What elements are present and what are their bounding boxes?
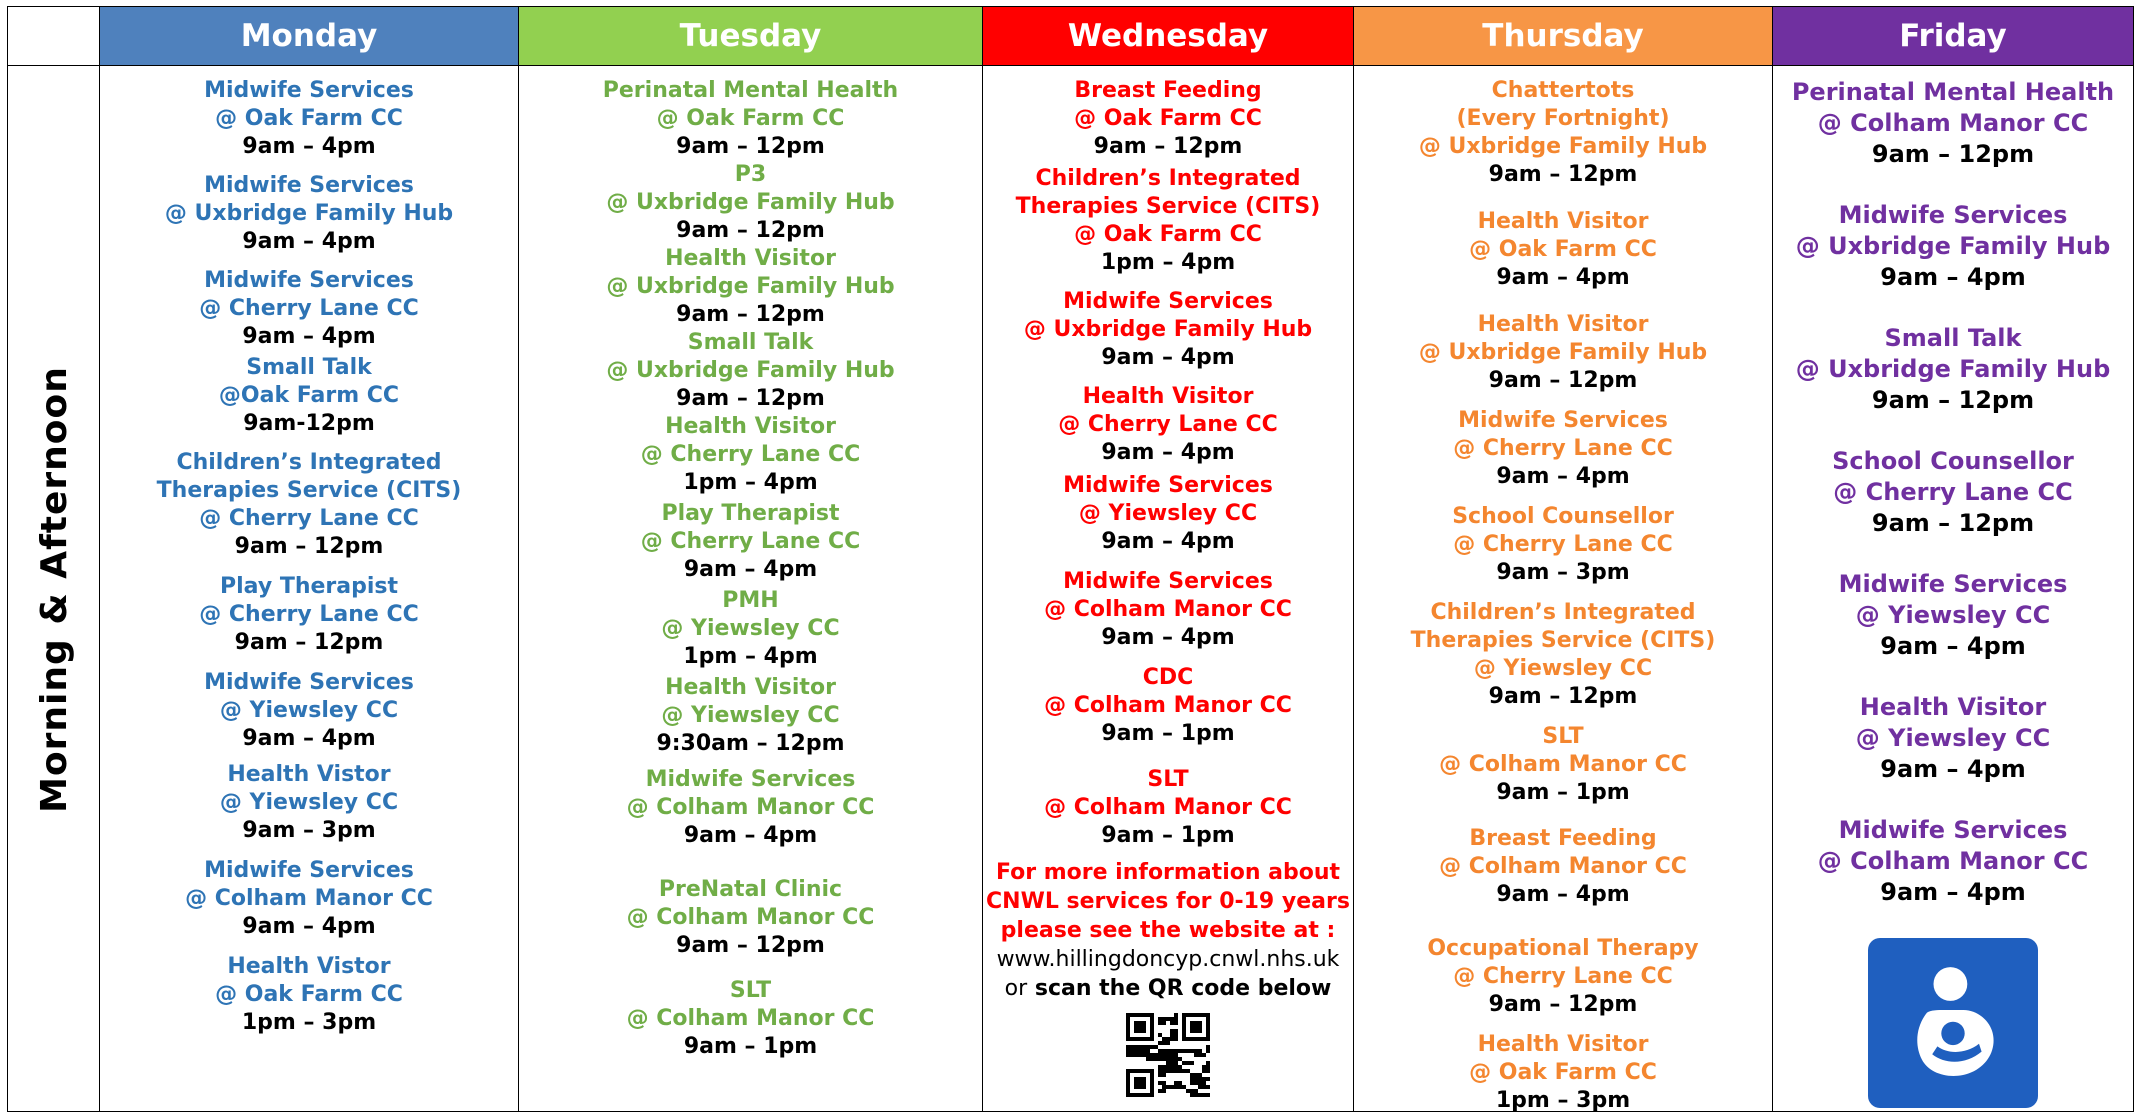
service-time: 9am – 4pm bbox=[683, 823, 818, 848]
service-time: 9am – 12pm bbox=[1488, 368, 1638, 393]
list-item bbox=[983, 472, 1353, 556]
list-item bbox=[519, 413, 982, 497]
service-time: 9am – 12pm bbox=[1093, 134, 1243, 159]
service-name: PreNatal Clinic bbox=[658, 877, 843, 902]
service-time: 9am – 4pm bbox=[1880, 263, 2026, 291]
list-item bbox=[519, 977, 982, 1061]
service-name: Health Visitor bbox=[665, 246, 836, 271]
service-name: Health Visitor bbox=[665, 414, 836, 439]
service-time: 9am – 12pm bbox=[234, 534, 384, 559]
list-item bbox=[1773, 692, 2133, 785]
monday-column bbox=[100, 69, 518, 1037]
service-time: 9am – 4pm bbox=[1101, 345, 1235, 370]
list-item bbox=[1354, 599, 1772, 711]
service-time: 9am – 4pm bbox=[242, 324, 376, 349]
service-name: Midwife Services bbox=[1063, 289, 1273, 314]
service-name: Children’s Integrated bbox=[1430, 600, 1696, 625]
list-item bbox=[1354, 77, 1772, 189]
service-time: 9am – 1pm bbox=[1101, 721, 1235, 746]
list-item bbox=[983, 77, 1353, 161]
qr-code-icon bbox=[1126, 1013, 1210, 1097]
service-name: Health Visitor bbox=[1477, 209, 1649, 234]
service-name: Midwife Services bbox=[1458, 408, 1668, 433]
service-location: @Oak Farm CC bbox=[218, 383, 400, 408]
list-item bbox=[100, 857, 518, 941]
wednesday-column bbox=[983, 69, 1353, 1097]
service-location: @ Cherry Lane CC bbox=[640, 442, 861, 467]
list-item bbox=[100, 761, 518, 845]
service-location: @ Colham Manor CC bbox=[626, 905, 875, 930]
service-location: @ Uxbridge Family Hub bbox=[1023, 317, 1313, 342]
list-item bbox=[519, 77, 982, 161]
service-location: @ Yiewsley CC bbox=[1855, 724, 2051, 752]
service-time: 9am – 4pm bbox=[242, 134, 376, 159]
service-name: Small Talk bbox=[687, 330, 814, 355]
service-location: @ Uxbridge Family Hub bbox=[1795, 232, 2111, 260]
list-item bbox=[519, 766, 982, 850]
service-time: 9am – 4pm bbox=[1880, 632, 2026, 660]
service-location: @ Colham Manor CC bbox=[185, 886, 433, 911]
service-location: @ Colham Manor CC bbox=[1044, 693, 1292, 718]
service-time: 9am – 4pm bbox=[242, 726, 376, 751]
service-time: 9am – 12pm bbox=[1488, 162, 1638, 187]
website-link[interactable]: www.hillingdoncyp.cnwl.nhs.uk bbox=[996, 947, 1340, 972]
service-location: @ Oak Farm CC bbox=[1074, 106, 1262, 131]
qr-code-graphic bbox=[1126, 1013, 1210, 1097]
service-time: 1pm – 4pm bbox=[1100, 250, 1236, 275]
service-time: 9am – 4pm bbox=[683, 557, 818, 582]
list-item bbox=[983, 288, 1353, 372]
service-time: 9am – 12pm bbox=[676, 218, 825, 243]
service-name: SLT bbox=[1542, 724, 1584, 749]
service-name-2: Therapies Service (CITS) bbox=[1410, 628, 1716, 653]
list-item bbox=[1354, 503, 1772, 587]
list-item bbox=[1354, 1031, 1772, 1115]
list-item bbox=[1773, 323, 2133, 416]
list-item bbox=[519, 876, 982, 960]
or-text: or bbox=[1004, 976, 1028, 1001]
more-info bbox=[983, 858, 1353, 1097]
service-time: 9am – 4pm bbox=[1101, 625, 1235, 650]
service-location: @ Yiewsley CC bbox=[661, 703, 840, 728]
list-item bbox=[519, 329, 982, 413]
list-item bbox=[1773, 77, 2133, 170]
list-item bbox=[100, 267, 518, 351]
service-name: Children’s Integrated bbox=[176, 450, 442, 475]
service-location: @ Uxbridge Family Hub bbox=[164, 201, 454, 226]
service-location: @ Yiewsley CC bbox=[661, 616, 840, 641]
service-location: @ Colham Manor CC bbox=[1439, 752, 1687, 777]
service-name: Midwife Services bbox=[204, 78, 414, 103]
service-name: Health Visitor bbox=[1477, 312, 1649, 337]
header-divider bbox=[8, 65, 2133, 66]
service-time: 9am – 12pm bbox=[1871, 140, 2035, 168]
service-location: @ Yiewsley CC bbox=[1855, 601, 2051, 629]
friday-column bbox=[1773, 69, 2133, 1108]
breastfeeding-graphic bbox=[1888, 958, 2018, 1088]
list-item bbox=[983, 165, 1353, 277]
service-location: @ Oak Farm CC bbox=[1074, 222, 1262, 247]
list-item bbox=[1354, 825, 1772, 909]
service-name: Midwife Services bbox=[204, 268, 414, 293]
service-location: @ Uxbridge Family Hub bbox=[606, 358, 895, 383]
service-name: Midwife Services bbox=[1838, 816, 2068, 844]
service-location: @ Uxbridge Family Hub bbox=[1795, 355, 2111, 383]
service-name-2: Therapies Service (CITS) bbox=[156, 478, 462, 503]
service-name: Health Visitor bbox=[1477, 1032, 1649, 1057]
service-name: CDC bbox=[1142, 665, 1194, 690]
service-time: 9am – 12pm bbox=[234, 630, 384, 655]
service-location: @ Oak Farm CC bbox=[656, 106, 845, 131]
service-name: School Counsellor bbox=[1452, 504, 1674, 529]
service-location: @ Yiewsley CC bbox=[1473, 656, 1653, 681]
service-location: @ Oak Farm CC bbox=[215, 982, 403, 1007]
header-wednesday: Wednesday bbox=[983, 7, 1353, 65]
service-name-2: Therapies Service (CITS) bbox=[1015, 194, 1321, 219]
service-location: @ Cherry Lane CC bbox=[199, 506, 419, 531]
service-name: Perinatal Mental Health bbox=[1791, 78, 2115, 106]
list-item bbox=[1773, 200, 2133, 293]
service-name: Midwife Services bbox=[204, 670, 414, 695]
service-time: 9am – 4pm bbox=[242, 914, 376, 939]
service-location: @ Yiewsley CC bbox=[1078, 501, 1258, 526]
service-time: 9am – 1pm bbox=[1496, 780, 1630, 805]
row-label bbox=[8, 69, 100, 1109]
list-item bbox=[519, 245, 982, 329]
service-location: @ Cherry Lane CC bbox=[199, 602, 419, 627]
service-name: Children’s Integrated bbox=[1035, 166, 1301, 191]
service-location: @ Cherry Lane CC bbox=[199, 296, 419, 321]
service-name: Play Therapist bbox=[219, 574, 399, 599]
service-time: 9am – 12pm bbox=[676, 134, 825, 159]
service-location: @ Cherry Lane CC bbox=[1453, 964, 1673, 989]
service-time: 9am-12pm bbox=[243, 411, 375, 436]
service-location: @ Yiewsley CC bbox=[219, 790, 399, 815]
service-location: @ Cherry Lane CC bbox=[1453, 436, 1673, 461]
list-item bbox=[100, 573, 518, 657]
list-item bbox=[1773, 815, 2133, 908]
list-item bbox=[1354, 723, 1772, 807]
service-name: Perinatal Mental Health bbox=[602, 78, 899, 103]
service-location: @ Uxbridge Family Hub bbox=[606, 274, 895, 299]
service-time: 9am – 12pm bbox=[1488, 992, 1638, 1017]
service-time: 1pm – 3pm bbox=[1495, 1088, 1631, 1113]
info-line-1: For more information about bbox=[995, 860, 1341, 885]
service-time: 9am – 12pm bbox=[676, 933, 825, 958]
list-item bbox=[519, 587, 982, 671]
service-time: 1pm – 3pm bbox=[241, 1010, 377, 1035]
service-time: 9am – 3pm bbox=[1496, 560, 1630, 585]
service-name: Small Talk bbox=[246, 355, 372, 380]
service-name: Breast Feeding bbox=[1469, 826, 1657, 851]
service-location: @ Cherry Lane CC bbox=[1058, 412, 1278, 437]
service-location: @ Colham Manor CC bbox=[1817, 109, 2089, 137]
service-location: @ Colham Manor CC bbox=[1044, 795, 1292, 820]
list-item bbox=[100, 77, 518, 161]
list-item bbox=[1354, 208, 1772, 292]
list-item bbox=[100, 172, 518, 256]
service-time: 1pm – 4pm bbox=[683, 644, 818, 669]
list-item bbox=[519, 161, 982, 245]
service-location: @ Oak Farm CC bbox=[1469, 237, 1657, 262]
header-thursday: Thursday bbox=[1354, 7, 1772, 65]
service-name: SLT bbox=[729, 978, 772, 1003]
scan-text: scan the QR code below bbox=[1034, 976, 1332, 1001]
service-time: 9am – 4pm bbox=[1880, 878, 2026, 906]
list-item bbox=[100, 449, 518, 561]
service-name: Small Talk bbox=[1884, 324, 2022, 352]
header-monday: Monday bbox=[100, 7, 518, 65]
service-name: Play Therapist bbox=[661, 501, 840, 526]
timetable bbox=[7, 6, 2134, 1112]
scan-line bbox=[983, 974, 1353, 1003]
service-time: 9am – 4pm bbox=[1101, 440, 1235, 465]
thursday-column bbox=[1354, 69, 1772, 1115]
service-location: @ Colham Manor CC bbox=[626, 795, 875, 820]
service-name: P3 bbox=[734, 162, 767, 187]
service-location: @ Uxbridge Family Hub bbox=[1418, 134, 1708, 159]
service-location: @ Uxbridge Family Hub bbox=[1418, 340, 1708, 365]
service-time: 9am – 4pm bbox=[1496, 882, 1630, 907]
list-item bbox=[983, 664, 1353, 748]
list-item bbox=[983, 383, 1353, 467]
list-item bbox=[519, 500, 982, 584]
list-item bbox=[100, 354, 518, 438]
service-location: @ Cherry Lane CC bbox=[640, 529, 861, 554]
list-item bbox=[1354, 407, 1772, 491]
service-name: Midwife Services bbox=[1063, 569, 1273, 594]
service-time: 9am – 3pm bbox=[242, 818, 376, 843]
service-time: 9am – 1pm bbox=[1101, 823, 1235, 848]
service-time: 9am – 12pm bbox=[676, 386, 825, 411]
service-time: 9am – 1pm bbox=[683, 1034, 818, 1059]
service-name: Midwife Services bbox=[1838, 570, 2068, 598]
service-time: 9am – 12pm bbox=[1488, 684, 1638, 709]
service-location: @ Colham Manor CC bbox=[1817, 847, 2089, 875]
service-time: 9am – 4pm bbox=[1880, 755, 2026, 783]
list-item bbox=[983, 766, 1353, 850]
service-time: 9am – 12pm bbox=[676, 302, 825, 327]
list-item bbox=[100, 953, 518, 1037]
service-name: Health Visitor bbox=[1859, 693, 2047, 721]
service-name: School Counsellor bbox=[1832, 447, 2074, 475]
list-item bbox=[1773, 569, 2133, 662]
service-location: @ Colham Manor CC bbox=[1439, 854, 1687, 879]
service-name: Midwife Services bbox=[645, 767, 856, 792]
service-name: Chattertots bbox=[1491, 78, 1635, 103]
service-location: @ Uxbridge Family Hub bbox=[606, 190, 895, 215]
header-tuesday: Tuesday bbox=[519, 7, 982, 65]
service-time: 9:30am – 12pm bbox=[656, 731, 845, 756]
service-name-2: (Every Fortnight) bbox=[1456, 106, 1670, 131]
service-name: Breast Feeding bbox=[1074, 78, 1262, 103]
service-time: 9am – 12pm bbox=[1871, 386, 2035, 414]
info-line-2: CNWL services for 0-19 years bbox=[986, 889, 1350, 914]
service-name: Health Visitor bbox=[1082, 384, 1254, 409]
service-time: 9am – 4pm bbox=[1496, 464, 1630, 489]
list-item bbox=[1354, 935, 1772, 1019]
info-line-3: please see the website at : bbox=[1000, 918, 1336, 943]
service-name: SLT bbox=[1147, 767, 1189, 792]
row-label-text: Morning & Afternoon bbox=[33, 365, 75, 813]
service-name: Occupational Therapy bbox=[1427, 936, 1699, 961]
service-name: PMH bbox=[722, 588, 779, 613]
list-item bbox=[1354, 311, 1772, 395]
service-time: 1pm – 4pm bbox=[683, 470, 818, 495]
service-location: @ Oak Farm CC bbox=[215, 106, 403, 131]
service-name: Midwife Services bbox=[1063, 473, 1273, 498]
service-time: 9am – 4pm bbox=[242, 229, 376, 254]
service-location: @ Colham Manor CC bbox=[626, 1006, 875, 1031]
service-location: @ Colham Manor CC bbox=[1044, 597, 1292, 622]
service-name: Midwife Services bbox=[1838, 201, 2068, 229]
list-item bbox=[519, 674, 982, 758]
service-name: Health Vistor bbox=[227, 762, 391, 787]
service-time: 9am – 4pm bbox=[1101, 529, 1235, 554]
breastfeeding-icon bbox=[1868, 938, 2038, 1108]
service-name: Health Visitor bbox=[665, 675, 836, 700]
service-name: Midwife Services bbox=[204, 858, 414, 883]
service-time: 9am – 12pm bbox=[1871, 509, 2035, 537]
list-item bbox=[983, 568, 1353, 652]
service-location: @ Oak Farm CC bbox=[1469, 1060, 1657, 1085]
list-item bbox=[1773, 446, 2133, 539]
service-location: @ Cherry Lane CC bbox=[1453, 532, 1673, 557]
list-item bbox=[100, 669, 518, 753]
service-name: Health Vistor bbox=[227, 954, 391, 979]
service-location: @ Cherry Lane CC bbox=[1833, 478, 2073, 506]
service-location: @ Yiewsley CC bbox=[219, 698, 399, 723]
tuesday-column bbox=[519, 69, 982, 1061]
header-friday: Friday bbox=[1773, 7, 2133, 65]
service-time: 9am – 4pm bbox=[1496, 265, 1630, 290]
service-name: Midwife Services bbox=[204, 173, 414, 198]
